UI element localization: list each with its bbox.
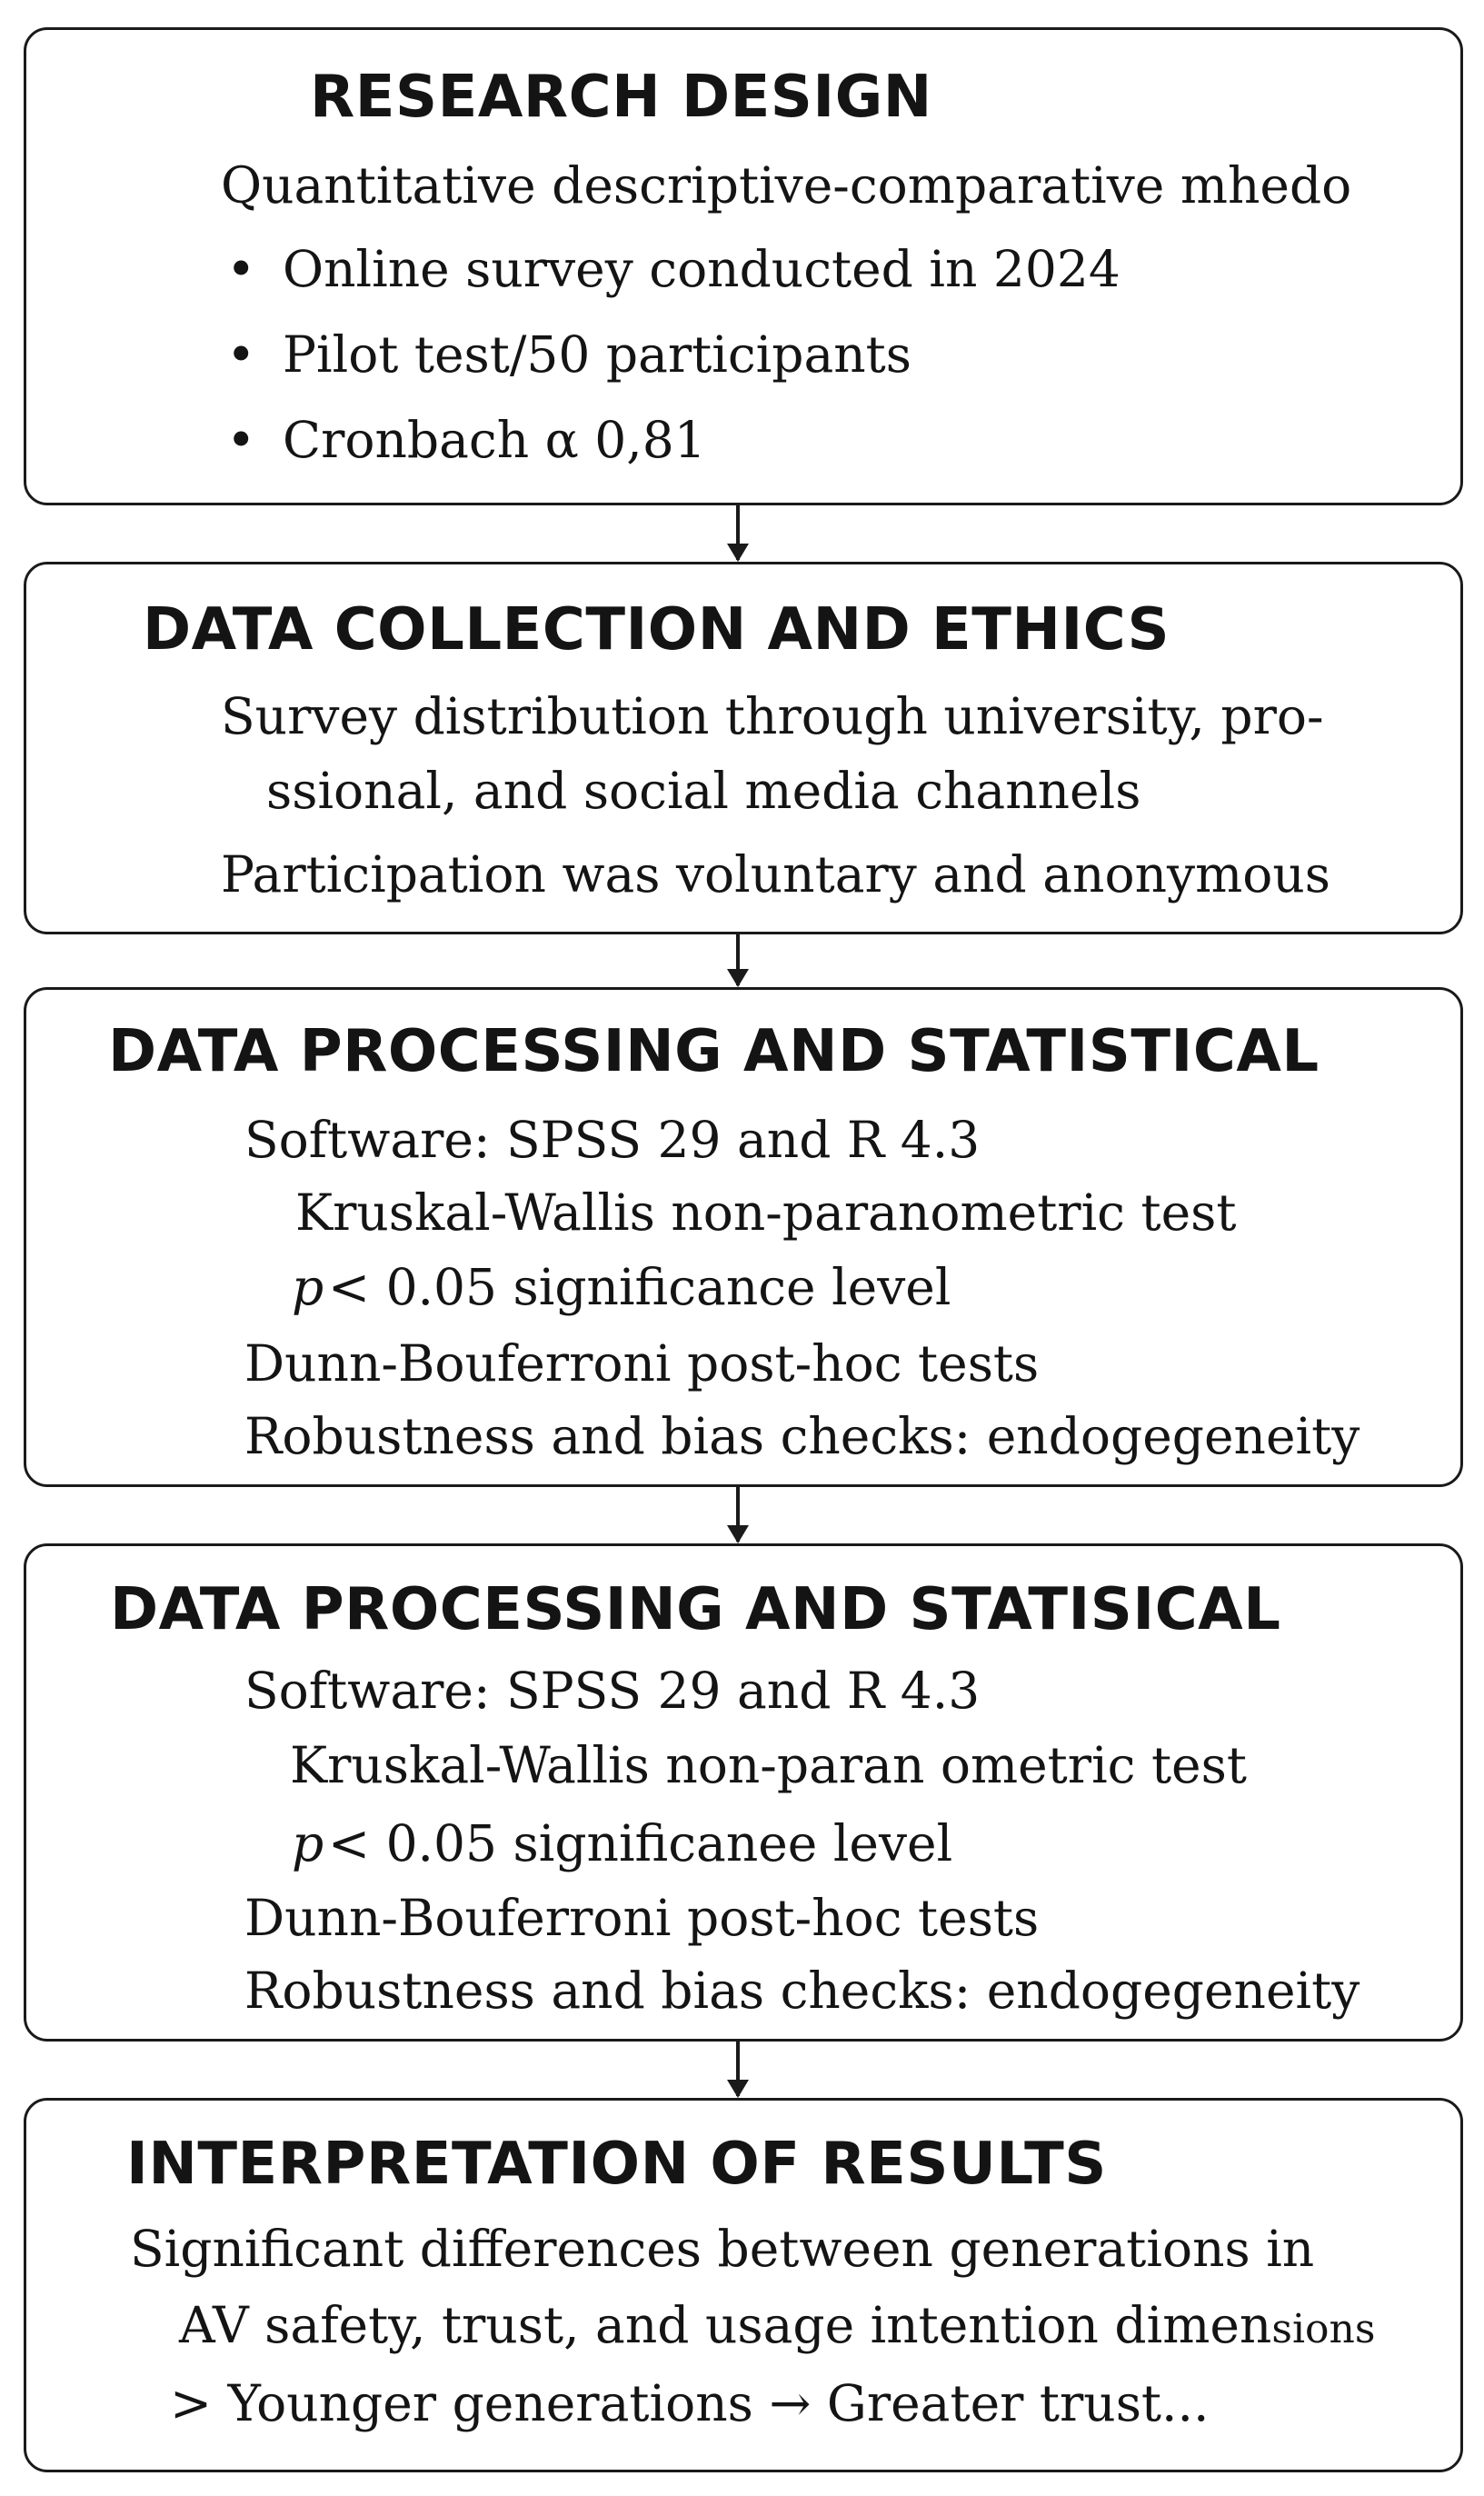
flow-arrow-1 bbox=[736, 505, 740, 560]
interpretation-differences-2 bbox=[179, 2296, 1376, 2354]
data-processing-box bbox=[24, 987, 1463, 1487]
interpretation-title: INTERPRETATION OF RESULTS bbox=[126, 2131, 1107, 2198]
data-processing-significance: < 0.05 significance level bbox=[328, 1258, 951, 1316]
data-processing-p: p bbox=[292, 1258, 324, 1316]
flow-arrow-2 bbox=[736, 934, 740, 985]
research-design-title: RESEARCH DESIGN bbox=[310, 64, 932, 131]
data-processing-software: Software: SPSS 29 and R 4.3 bbox=[244, 1111, 981, 1169]
data-collection-title: DATA COLLECTION AND ETHICS bbox=[143, 596, 1170, 664]
data-collection-voluntary: Participation was voluntary and anonymous bbox=[221, 845, 1330, 904]
data-processing-title-2: DATA PROCESSING AND STATISICAL bbox=[110, 1576, 1281, 1643]
interpretation-differences-2-end: sions bbox=[1271, 2306, 1376, 2352]
interpretation-younger-trust: > Younger generations → Greater trust... bbox=[170, 2374, 1210, 2432]
research-design-method: Quantitative descriptive-comparative mhedo bbox=[221, 156, 1352, 215]
research-design-box bbox=[24, 27, 1463, 505]
data-processing-kruskal: Kruskal-Wallis non-paranometric test bbox=[295, 1183, 1237, 1242]
flow-arrow-4 bbox=[736, 2042, 740, 2096]
data-processing-dunn-2: Dunn-Bouferroni post-hoc tests bbox=[244, 1889, 1040, 1947]
research-design-survey: • Online survey conducted in 2024 bbox=[283, 245, 1120, 295]
data-collection-distribution-1: Survey distribution through university, pro- bbox=[221, 687, 1324, 745]
data-processing-box-2 bbox=[24, 1543, 1463, 2042]
data-processing-dunn: Dunn-Bouferroni post-hoc tests bbox=[244, 1334, 1040, 1393]
data-processing-software-2: Software: SPSS 29 and R 4.3 bbox=[244, 1662, 981, 1720]
data-processing-p-2: p bbox=[292, 1814, 324, 1872]
data-processing-robustness-2: Robustness and bias checks: endogegeneity bbox=[244, 1962, 1360, 2020]
research-design-cronbach: • Cronbach α 0,81 bbox=[283, 415, 706, 465]
flow-arrow-3 bbox=[736, 1487, 740, 1542]
data-collection-box bbox=[24, 562, 1463, 934]
data-processing-title: DATA PROCESSING AND STATISTICAL bbox=[108, 1018, 1320, 1085]
data-processing-significance-2: < 0.05 significanee level bbox=[328, 1814, 953, 1872]
data-processing-kruskal-2: Kruskal-Wallis non-paran ometric test bbox=[290, 1736, 1247, 1794]
interpretation-differences-2-main: AV safety, trust, and usage intention dimen bbox=[179, 2296, 1272, 2354]
data-processing-robustness: Robustness and bias checks: endogegeneity bbox=[244, 1407, 1360, 1465]
interpretation-differences-1: Significant differences between generations in bbox=[130, 2220, 1315, 2278]
research-design-pilot: • Pilot test/50 participants bbox=[283, 330, 911, 380]
interpretation-box bbox=[24, 2098, 1463, 2472]
data-collection-distribution-2: ssional, and social media channels bbox=[266, 762, 1141, 820]
